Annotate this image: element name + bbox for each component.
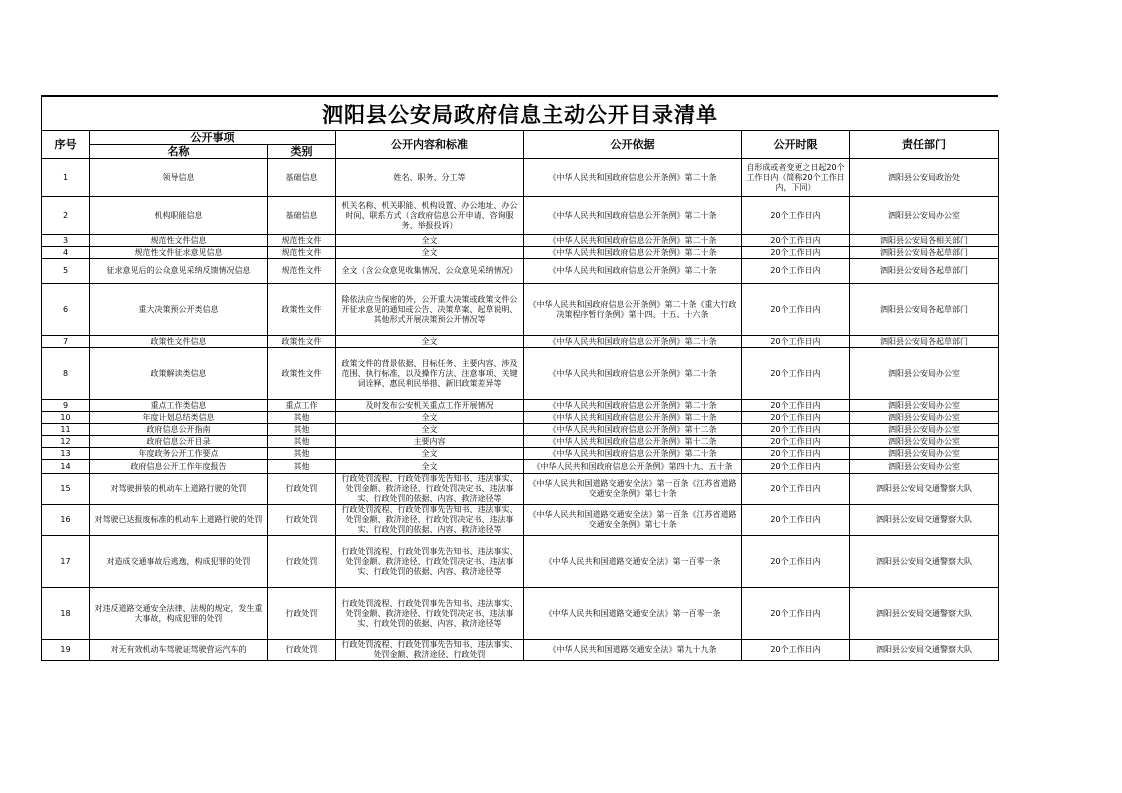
cell-seq: 6 — [42, 284, 90, 336]
cell-basis: 《中华人民共和国政府信息公开条例》第二十条 — [524, 412, 742, 424]
cell-time: 20个工作日内 — [742, 412, 850, 424]
cell-category: 行政处罚 — [268, 588, 336, 640]
table-row — [42, 159, 999, 197]
table-row — [42, 505, 999, 536]
cell-dept: 泗阳县公安局各起草部门 — [850, 336, 999, 348]
cell-dept: 泗阳县公安局交通警察大队 — [850, 588, 999, 640]
header-dept: 责任部门 — [850, 131, 999, 159]
cell-dept: 泗阳县公安局各相关部门 — [850, 235, 999, 247]
table-row — [42, 424, 999, 436]
cell-dept: 泗阳县公安局各起草部门 — [850, 247, 999, 259]
cell-name: 重大决策预公开类信息 — [90, 284, 268, 336]
cell-category: 行政处罚 — [268, 640, 336, 661]
cell-name: 政策解读类信息 — [90, 348, 268, 400]
cell-content: 全文（含公众意见收集情况、公众意见采纳情况） — [336, 259, 524, 284]
table-row — [42, 412, 999, 424]
cell-time: 20个工作日内 — [742, 640, 850, 661]
cell-dept: 泗阳县公安局各起草部门 — [850, 284, 999, 336]
cell-content: 姓名、职务、分工等 — [336, 159, 524, 197]
cell-content: 行政处罚流程、行政处罚事先告知书、违法事实、处罚金额、救济途径、行政处罚决定书、违法事实、行政处罚的依据、内容、救济途径等 — [336, 474, 524, 505]
cell-dept: 泗阳县公安局交通警察大队 — [850, 505, 999, 536]
cell-seq: 13 — [42, 448, 90, 460]
table-row — [42, 460, 999, 474]
cell-category: 其他 — [268, 460, 336, 474]
header-name: 名称 — [90, 145, 268, 159]
cell-content: 全文 — [336, 336, 524, 348]
cell-seq: 17 — [42, 536, 90, 588]
header-category: 类别 — [268, 145, 336, 159]
cell-seq: 5 — [42, 259, 90, 284]
cell-seq: 14 — [42, 460, 90, 474]
cell-dept: 泗阳县公安局办公室 — [850, 460, 999, 474]
cell-time: 20个工作日内 — [742, 474, 850, 505]
cell-time: 20个工作日内 — [742, 536, 850, 588]
cell-content: 主要内容 — [336, 436, 524, 448]
cell-time: 20个工作日内 — [742, 588, 850, 640]
table-row — [42, 536, 999, 588]
cell-basis: 《中华人民共和国政府信息公开条例》第二十条 — [524, 448, 742, 460]
cell-basis: 《中华人民共和国政府信息公开条例》第二十条 — [524, 235, 742, 247]
table-row — [42, 259, 999, 284]
cell-name: 年度计划总结类信息 — [90, 412, 268, 424]
cell-basis: 《中华人民共和国政府信息公开条例》第十二条 — [524, 436, 742, 448]
cell-seq: 8 — [42, 348, 90, 400]
cell-name: 政策性文件信息 — [90, 336, 268, 348]
cell-name: 规范性文件征求意见信息 — [90, 247, 268, 259]
table-row — [42, 197, 999, 235]
cell-time: 20个工作日内 — [742, 436, 850, 448]
cell-time: 自形成或者变更之日起20个工作日内（简称20个工作日内，下同） — [742, 159, 850, 197]
cell-content: 全文 — [336, 424, 524, 436]
table-row — [42, 640, 999, 661]
table-row — [42, 284, 999, 336]
cell-basis: 《中华人民共和国政府信息公开条例》第二十条《重大行政决策程序暂行条例》第十四、十五、十六条 — [524, 284, 742, 336]
cell-dept: 泗阳县公安局办公室 — [850, 348, 999, 400]
cell-content: 全文 — [336, 460, 524, 474]
cell-name: 对驾驶已达报废标准的机动车上道路行驶的处罚 — [90, 505, 268, 536]
cell-content: 行政处罚流程、行政处罚事先告知书、违法事实、处罚金额、救济途径、行政处罚决定书、违法事实、行政处罚的依据、内容、救济途径等 — [336, 588, 524, 640]
cell-seq: 3 — [42, 235, 90, 247]
cell-time: 20个工作日内 — [742, 247, 850, 259]
cell-name: 对造成交通事故后逃逸，构成犯罪的处罚 — [90, 536, 268, 588]
cell-seq: 4 — [42, 247, 90, 259]
cell-seq: 15 — [42, 474, 90, 505]
cell-time: 20个工作日内 — [742, 505, 850, 536]
cell-time: 20个工作日内 — [742, 336, 850, 348]
cell-category: 行政处罚 — [268, 505, 336, 536]
cell-name: 规范性文件信息 — [90, 235, 268, 247]
cell-content: 除依法应当保密的外，公开重大决策或政策文件公开征求意见的通知或公告、决策草案、起草说明、其他形式开展决策预公开情况等 — [336, 284, 524, 336]
cell-basis: 《中华人民共和国政府信息公开条例》第四十九、五十条 — [524, 460, 742, 474]
cell-basis: 《中华人民共和国政府信息公开条例》第二十条 — [524, 247, 742, 259]
cell-dept: 泗阳县公安局办公室 — [850, 448, 999, 460]
cell-category: 其他 — [268, 424, 336, 436]
cell-category: 规范性文件 — [268, 259, 336, 284]
cell-basis: 《中华人民共和国道路交通安全法》第一百零一条 — [524, 588, 742, 640]
cell-dept: 泗阳县公安局办公室 — [850, 400, 999, 412]
table-row — [42, 348, 999, 400]
cell-basis: 《中华人民共和国道路交通安全法》第九十九条 — [524, 640, 742, 661]
cell-dept: 泗阳县公安局办公室 — [850, 197, 999, 235]
cell-category: 规范性文件 — [268, 247, 336, 259]
cell-content: 全文 — [336, 235, 524, 247]
cell-seq: 10 — [42, 412, 90, 424]
table-row — [42, 588, 999, 640]
cell-time: 20个工作日内 — [742, 197, 850, 235]
catalog-table — [41, 130, 999, 661]
cell-seq: 1 — [42, 159, 90, 197]
cell-basis: 《中华人民共和国政府信息公开条例》第二十条 — [524, 159, 742, 197]
cell-content: 机关名称、机关职能、机构设置、办公地址、办公时间、联系方式（含政府信息公开申请、咨询服务、举报投诉） — [336, 197, 524, 235]
cell-seq: 16 — [42, 505, 90, 536]
cell-content: 全文 — [336, 412, 524, 424]
cell-content: 行政处罚流程、行政处罚事先告知书、违法事实、处罚金额、救济途径、行政处罚 — [336, 640, 524, 661]
cell-seq: 11 — [42, 424, 90, 436]
cell-basis: 《中华人民共和国道路交通安全法》第一百零一条 — [524, 536, 742, 588]
cell-name: 对驾驶拼装的机动车上道路行驶的处罚 — [90, 474, 268, 505]
cell-seq: 7 — [42, 336, 90, 348]
cell-category: 政策性文件 — [268, 336, 336, 348]
cell-seq: 2 — [42, 197, 90, 235]
cell-basis: 《中华人民共和国政府信息公开条例》第二十条 — [524, 259, 742, 284]
header-seq: 序号 — [42, 131, 90, 159]
cell-category: 规范性文件 — [268, 235, 336, 247]
table-row — [42, 448, 999, 460]
header-basis: 公开依据 — [524, 131, 742, 159]
cell-basis: 《中华人民共和国道路交通安全法》第一百条《江苏省道路交通安全条例》第七十条 — [524, 505, 742, 536]
cell-category: 其他 — [268, 436, 336, 448]
cell-name: 对违反道路交通安全法律、法规的规定，发生重大事故，构成犯罪的处罚 — [90, 588, 268, 640]
cell-basis: 《中华人民共和国政府信息公开条例》第二十条 — [524, 400, 742, 412]
cell-category: 政策性文件 — [268, 348, 336, 400]
cell-category: 其他 — [268, 448, 336, 460]
cell-time: 20个工作日内 — [742, 460, 850, 474]
cell-seq: 19 — [42, 640, 90, 661]
cell-time: 20个工作日内 — [742, 400, 850, 412]
table-row — [42, 436, 999, 448]
table-row — [42, 336, 999, 348]
cell-basis: 《中华人民共和国政府信息公开条例》第二十条 — [524, 197, 742, 235]
cell-content: 全文 — [336, 448, 524, 460]
cell-seq: 18 — [42, 588, 90, 640]
cell-category: 重点工作 — [268, 400, 336, 412]
header-matter: 公开事项 — [90, 131, 336, 145]
header-content: 公开内容和标准 — [336, 131, 524, 159]
cell-dept: 泗阳县公安局办公室 — [850, 412, 999, 424]
cell-category: 行政处罚 — [268, 474, 336, 505]
cell-name: 政府信息公开指南 — [90, 424, 268, 436]
table-row — [42, 235, 999, 247]
cell-category: 政策性文件 — [268, 284, 336, 336]
cell-dept: 泗阳县公安局交通警察大队 — [850, 536, 999, 588]
cell-time: 20个工作日内 — [742, 424, 850, 436]
cell-category: 基础信息 — [268, 197, 336, 235]
cell-seq: 12 — [42, 436, 90, 448]
cell-dept: 泗阳县公安局各起草部门 — [850, 259, 999, 284]
table-row — [42, 247, 999, 259]
cell-basis: 《中华人民共和国政府信息公开条例》第十二条 — [524, 424, 742, 436]
cell-basis: 《中华人民共和国政府信息公开条例》第二十条 — [524, 348, 742, 400]
table-row — [42, 400, 999, 412]
cell-name: 重点工作类信息 — [90, 400, 268, 412]
cell-category: 其他 — [268, 412, 336, 424]
header-time: 公开时限 — [742, 131, 850, 159]
page-title: 泗阳县公安局政府信息主动公开目录清单 — [41, 95, 998, 130]
catalog-sheet — [41, 95, 998, 661]
cell-dept: 泗阳县公安局交通警察大队 — [850, 474, 999, 505]
cell-content: 行政处罚流程、行政处罚事先告知书、违法事实、处罚金额、救济途径、行政处罚决定书、违法事实、行政处罚的依据、内容、救济途径等 — [336, 505, 524, 536]
cell-time: 20个工作日内 — [742, 284, 850, 336]
cell-content: 行政处罚流程、行政处罚事先告知书、违法事实、处罚金额、救济途径、行政处罚决定书、违法事实、行政处罚的依据、内容、救济途径等 — [336, 536, 524, 588]
cell-category: 基础信息 — [268, 159, 336, 197]
cell-basis: 《中华人民共和国道路交通安全法》第一百条《江苏省道路交通安全条例》第七十条 — [524, 474, 742, 505]
cell-name: 征求意见后的公众意见采纳反馈情况信息 — [90, 259, 268, 284]
cell-time: 20个工作日内 — [742, 348, 850, 400]
cell-name: 政府信息公开工作年度报告 — [90, 460, 268, 474]
cell-name: 政府信息公开目录 — [90, 436, 268, 448]
cell-name: 机构职能信息 — [90, 197, 268, 235]
cell-name: 对无有效机动车驾驶证驾驶营运汽车的 — [90, 640, 268, 661]
cell-dept: 泗阳县公安局政治处 — [850, 159, 999, 197]
cell-name: 领导信息 — [90, 159, 268, 197]
cell-time: 20个工作日内 — [742, 259, 850, 284]
cell-content: 政策文件的背景依据、目标任务、主要内容、涉及范围、执行标准，以及操作方法、注意事项、关键词诠释、惠民利民举措、新旧政策差异等 — [336, 348, 524, 400]
cell-dept: 泗阳县公安局交通警察大队 — [850, 640, 999, 661]
cell-time: 20个工作日内 — [742, 448, 850, 460]
cell-dept: 泗阳县公安局办公室 — [850, 424, 999, 436]
cell-category: 行政处罚 — [268, 536, 336, 588]
cell-basis: 《中华人民共和国政府信息公开条例》第二十条 — [524, 336, 742, 348]
cell-dept: 泗阳县公安局办公室 — [850, 436, 999, 448]
cell-time: 20个工作日内 — [742, 235, 850, 247]
cell-content: 及时发布公安机关重点工作开展情况 — [336, 400, 524, 412]
cell-name: 年度政务公开工作要点 — [90, 448, 268, 460]
cell-content: 全文 — [336, 247, 524, 259]
cell-seq: 9 — [42, 400, 90, 412]
table-row — [42, 474, 999, 505]
